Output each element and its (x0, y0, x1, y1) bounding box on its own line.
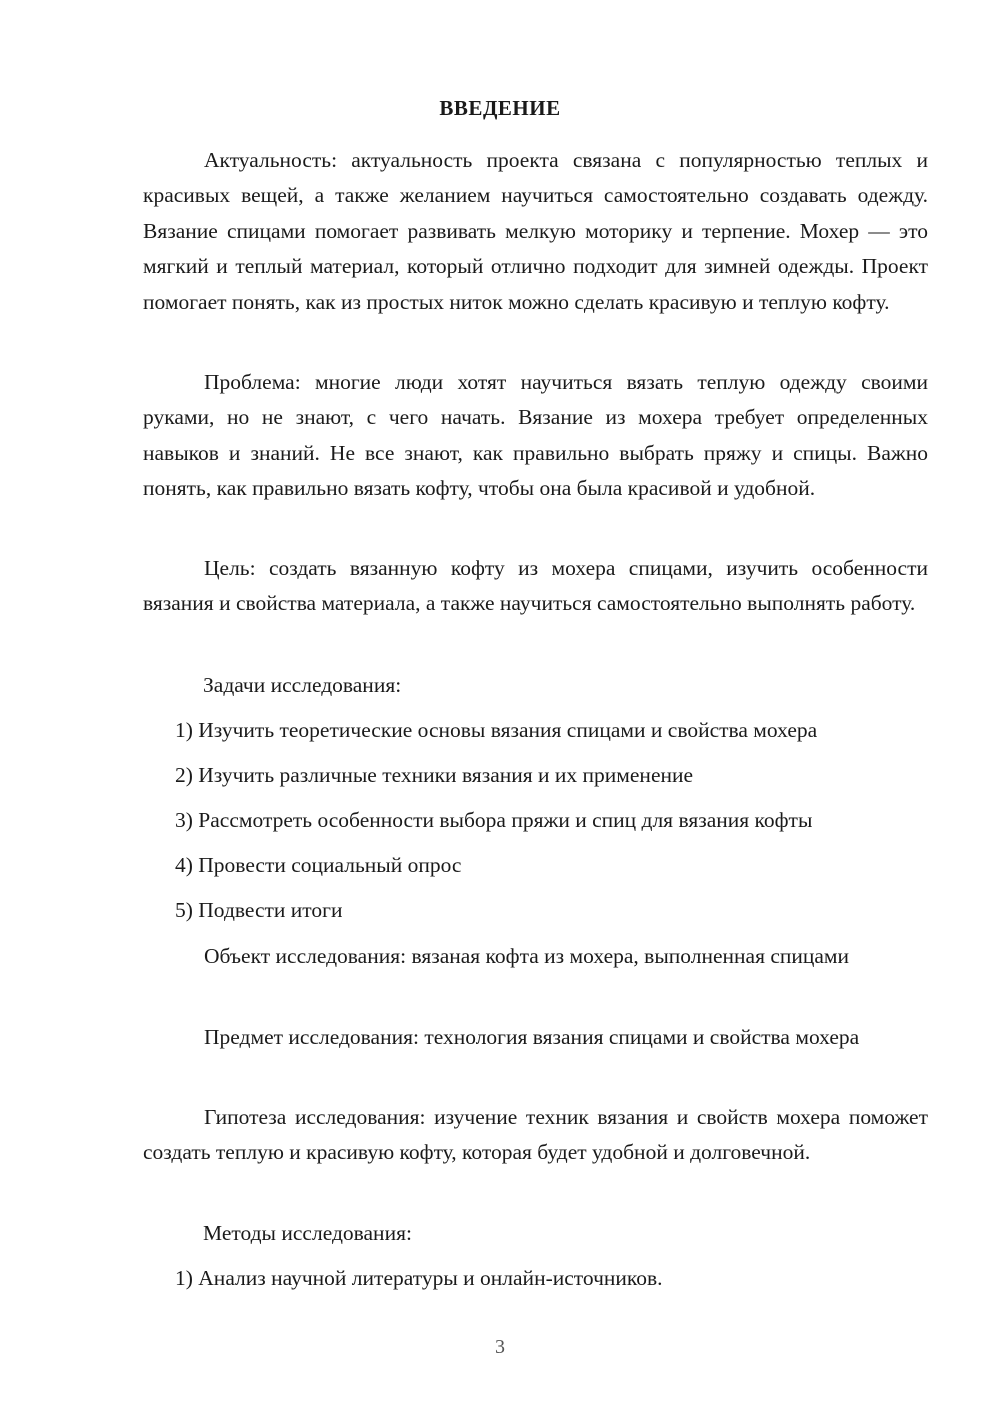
page-title: ВВЕДЕНИЕ (439, 96, 561, 120)
relevance-paragraph: Актуальность: актуальность проекта связана с популярностью теплых и красивых вещей, а также желанием научиться самостоятельно создавать одежду. Вязание спицами помогает развивать мелкую моторику и терпение. Мохер — это мягкий и теплый материал, который отлично подходит для зимней одежды. Проект помогает понять, как из простых ниток можно сделать красивую и теплую кофту. (143, 148, 928, 314)
methods-heading: Методы исследования: (203, 1221, 412, 1245)
task-item-4: 4) Провести социальный опрос (175, 853, 462, 877)
object-paragraph: Объект исследования: вязаная кофта из мохера, выполненная спицами (204, 944, 850, 968)
hypothesis-paragraph: Гипотеза исследования: изучение техник вязания и свойств мохера поможет создать теплую и красивую кофту, которая будет удобной и долговечной. (143, 1105, 928, 1165)
goal-paragraph: Цель: создать вязанную кофту из мохера спицами, изучить особенности вязания и свойства материала, а также научиться самостоятельно выполнять работу. (143, 556, 928, 616)
problem-paragraph: Проблема: многие люди хотят научиться вязать теплую одежду своими руками, но не знают, с чего начать. Вязание из мохера требует определенных навыков и знаний. Не все знают, как правильно выбрать пряжу и спицы. Важно понять, как правильно вязать кофту, чтобы она была красивой и удобной. (143, 370, 928, 501)
subject-paragraph: Предмет исследования: технология вязания спицами и свойства мохера (204, 1025, 860, 1049)
task-item-2: 2) Изучить различные техники вязания и их применение (175, 763, 694, 787)
task-item-3: 3) Рассмотреть особенности выбора пряжи и спиц для вязания кофты (175, 808, 813, 832)
page-number: 3 (495, 1336, 505, 1358)
task-item-1: 1) Изучить теоретические основы вязания спицами и свойства мохера (175, 718, 818, 742)
method-item-1: 1) Анализ научной литературы и онлайн-источников. (175, 1266, 663, 1290)
tasks-heading: Задачи исследования: (203, 673, 402, 697)
task-item-5: 5) Подвести итоги (175, 898, 343, 922)
